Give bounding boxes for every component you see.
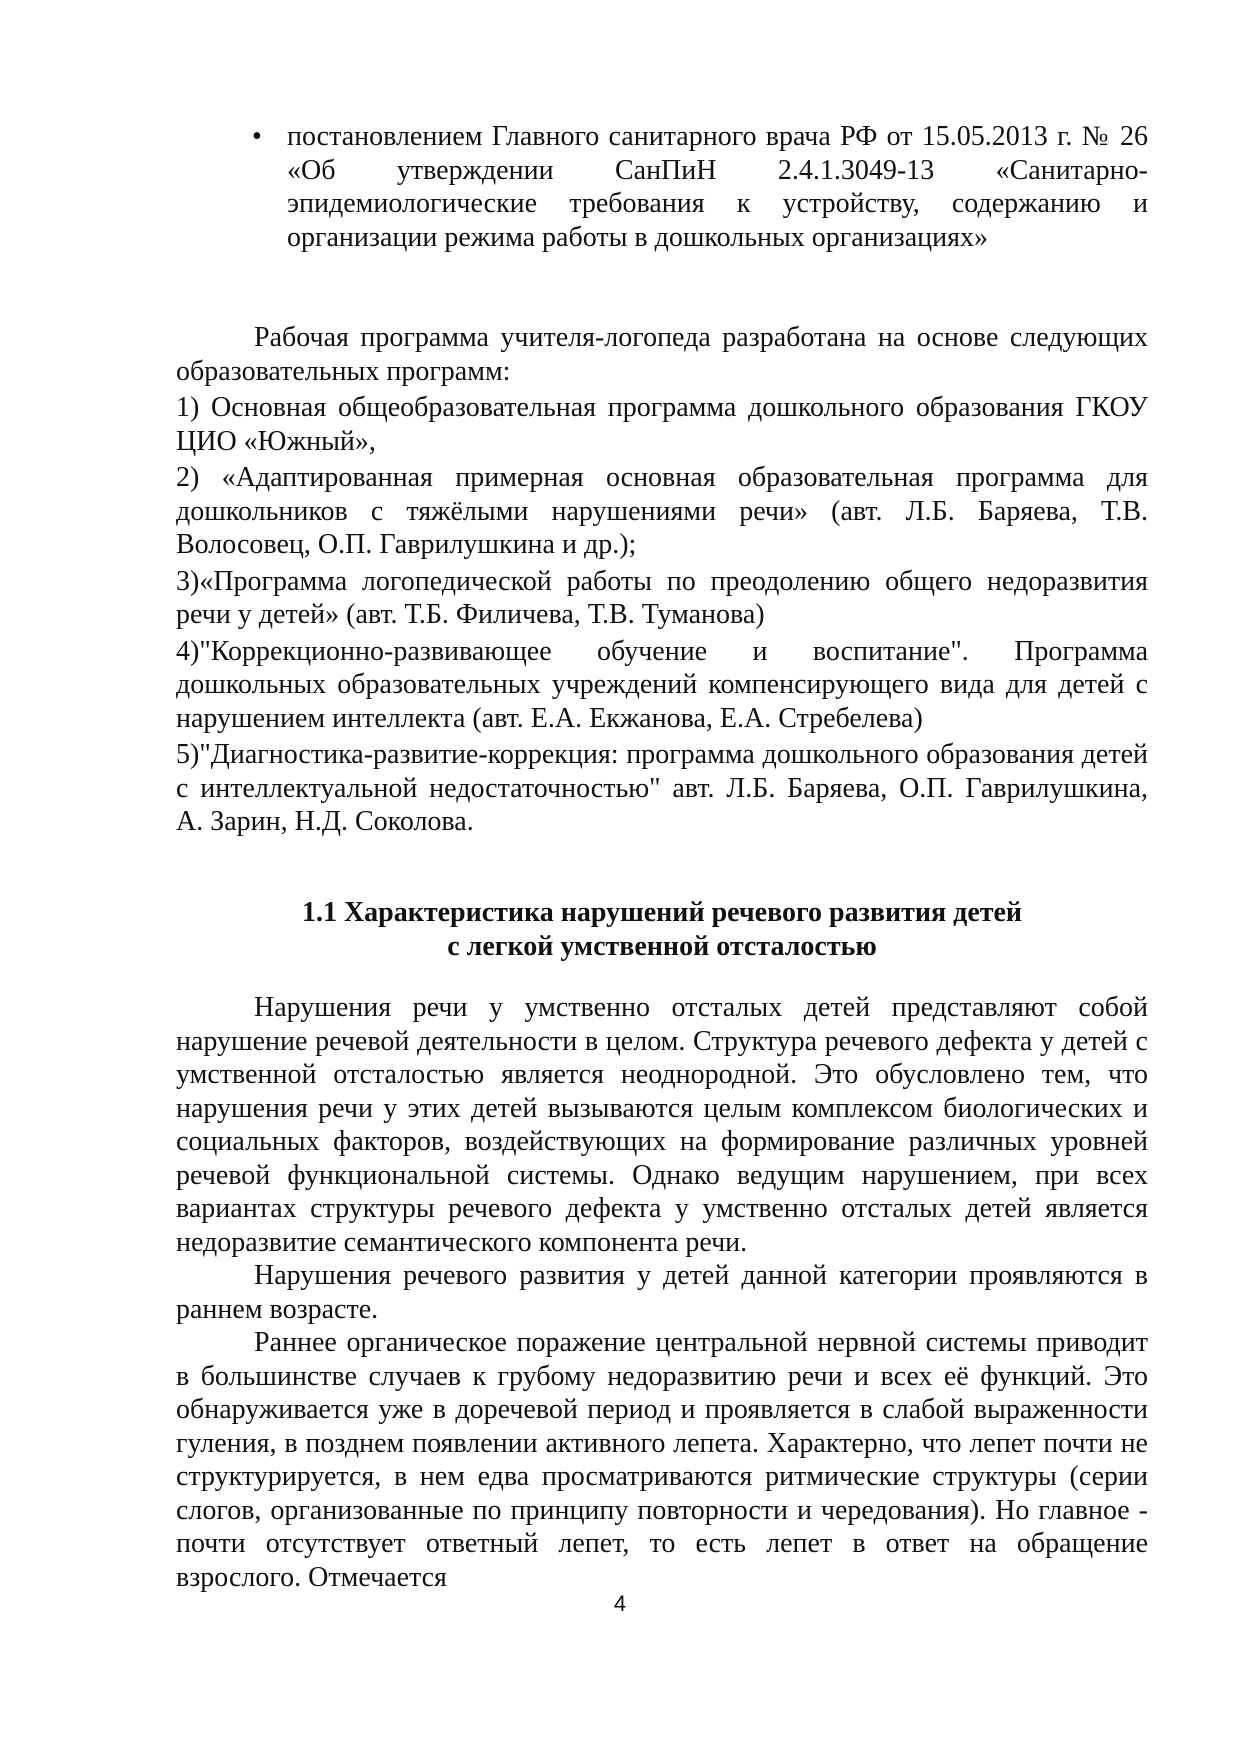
body-paragraph-1: Нарушения речи у умственно отсталых детей представляют собой нарушение речевой деятельности в целом. Структура речевого дефекта у детей с умственной отсталостью является неоднородной. Это обусловлено тем, что нарушения речи у этих детей вызываются целым комплексом биологических и социальных факторов, воздействующих на формирование различных уровней речевой функциональной системы. Однако ведущим нарушением, при всех вариантах структуры речевого дефекта у умственно отсталых детей является недоразвитие семантического компонента речи. xyxy=(176,992,1148,1258)
section-body xyxy=(176,991,1148,1594)
programs-block xyxy=(176,321,1148,839)
programs-intro: Рабочая программа учителя-логопеда разработана на основе следующих образовательных программ: xyxy=(176,322,1148,387)
program-item-3: 3)«Программа логопедической работы по преодолению общего недоразвития речи у детей» (авт. Т.Б. Филичева, Т.В. Туманова) xyxy=(176,565,1148,630)
section-heading-line-2: с легкой умственной отсталостью xyxy=(447,931,877,962)
program-item-4: 4)"Коррекционно-развивающее обучение и воспитание". Программа дошкольных образовательных учреждений компенсирующего вида для детей с нарушением интеллекта (авт. Е.А. Екжанова, Е.А. Стребелева) xyxy=(176,635,1148,734)
body-paragraph-3: Раннее органическое поражение центральной нервной системы приводит в большинстве случаев к грубому недоразвитию речи и всех её функций. Это обнаруживается уже в доречевой период и проявляется в слабой выраженности гуления, в позднем появлении активного лепета. Характерно, что лепет почти не структурируется, в нем едва просматриваются ритмические структуры (серии слогов, организованные по принципу повторности и чередования). Но главное - почти отсутствует ответный лепет, то есть лепет в ответ на обращение взрослого. Отмечается xyxy=(176,1327,1148,1593)
bullet-marker: • xyxy=(252,121,262,152)
body-paragraph-2: Нарушения речевого развития у детей данной категории проявляются в раннем возрасте. xyxy=(176,1260,1148,1325)
page-number: 4 xyxy=(613,1591,627,1616)
section-heading-line-1: 1.1 Характеристика нарушений речевого развития детей xyxy=(301,897,1023,928)
section-heading xyxy=(176,896,1148,964)
program-item-2: 2) «Адаптированная примерная основная образовательная программа для дошкольников с тяжёлыми нарушениями речи» (авт. Л.Б. Баряева, Т.В. Волосовец, О.П. Гаврилушкина и др.); xyxy=(176,462,1148,560)
bullet-item-sanpin: постановлением Главного санитарного врача РФ от 15.05.2013 г. № 26 «Об утверждении СанПиН 2.4.1.3049-13 «Санитарно-эпидемиологические требования к устройству, содержанию и организации режима работы в дошкольных организациях» xyxy=(287,121,1148,253)
program-item-5: 5)"Диагностика-развитие-коррекция: программа дошкольного образования детей с интеллектуальной недостаточностью" авт. Л.Б. Баряева, О.П. Гаврилушкина, А. Зарин, Н.Д. Соколова. xyxy=(176,739,1148,837)
program-item-1: 1) Основная общеобразовательная программа дошкольного образования ГКОУ ЦИО «Южный», xyxy=(176,392,1148,457)
